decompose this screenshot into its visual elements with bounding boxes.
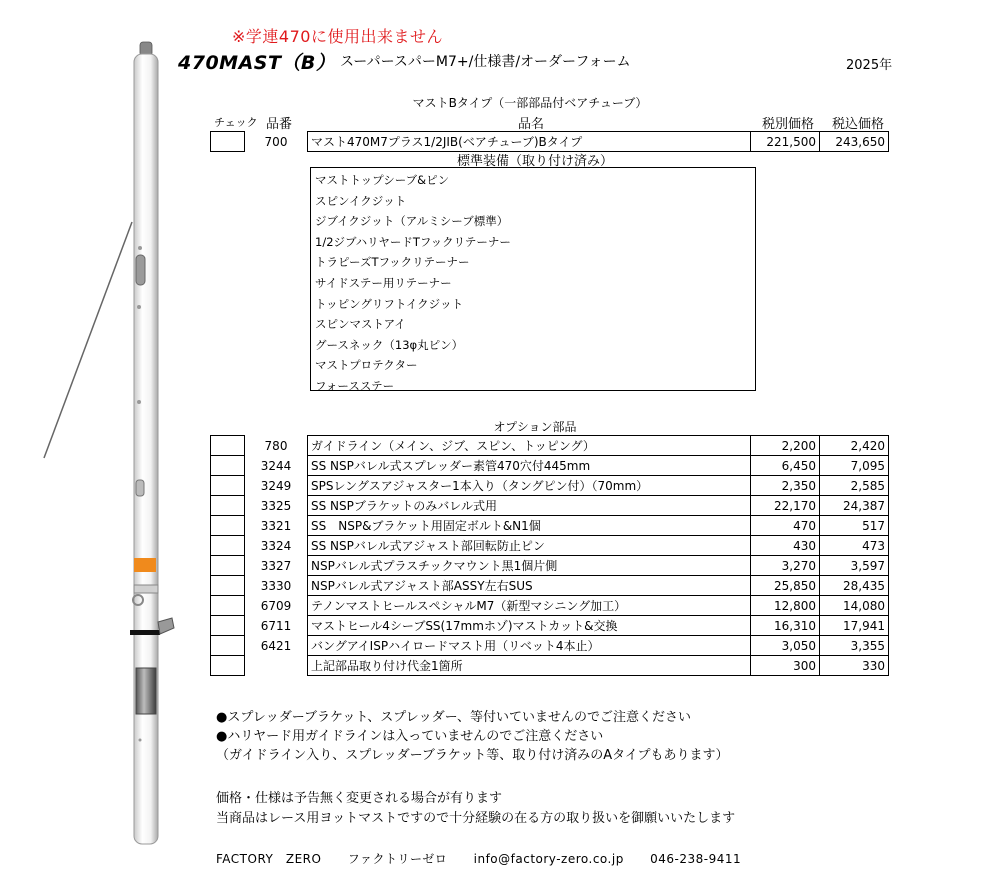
product-title: 470MAST（B） (178, 52, 336, 74)
gooseneck-fitting (158, 618, 174, 634)
check-box[interactable] (211, 436, 245, 456)
check-box[interactable] (211, 616, 245, 636)
item-name: NSPバレル式アジャスト部ASSY左右SUS (308, 576, 751, 596)
item-name: テノンマストヒールスペシャルM7（新型マシニング加工） (308, 596, 751, 616)
mast-brand-label (134, 558, 156, 572)
table-row (211, 556, 889, 576)
jib-exit-fitting (136, 255, 145, 285)
standard-section-title: 標準装備（取り付け済み） (456, 154, 613, 169)
footer-contact (216, 850, 763, 867)
item-price-ex: 300 (751, 656, 820, 676)
item-price-ex: 3,050 (751, 636, 820, 656)
item-price-in: 2,585 (820, 476, 889, 496)
item-price-ex: 430 (751, 536, 820, 556)
list-item: サイドステー用リテーナー (315, 275, 452, 290)
table-row (211, 536, 889, 556)
table-row (211, 132, 889, 152)
forestay-wire (44, 222, 132, 458)
check-box[interactable] (211, 636, 245, 656)
item-price-in: 17,941 (820, 616, 889, 636)
item-price-in: 3,597 (820, 556, 889, 576)
item-name: ガイドライン（メイン、ジブ、スピン、トッピング） (308, 436, 751, 456)
item-price-in: 517 (820, 516, 889, 536)
spreader-bracket (134, 585, 158, 593)
item-price-in: 14,080 (820, 596, 889, 616)
item-name: マスト470M7プラス1/2JIB(ベアチューブ)Bタイプ (308, 132, 751, 152)
table-row (211, 656, 889, 676)
options-section-title: オプション部品 (493, 420, 577, 434)
item-code: 3244 (260, 458, 292, 473)
item-price-ex: 22,170 (751, 496, 820, 516)
item-code: 6709 (260, 598, 292, 613)
list-item: 1/2ジブハリヤードTフックリテーナー (315, 234, 511, 249)
year-label: 2025年 (846, 58, 893, 73)
fitting-dot (137, 400, 141, 404)
item-code: 780 (264, 438, 288, 453)
options-table (210, 435, 889, 676)
check-box[interactable] (211, 516, 245, 536)
item-name: 上記部品取り付け代金1箇所 (308, 656, 751, 676)
table-row (211, 616, 889, 636)
item-price-in: 24,387 (820, 496, 889, 516)
item-name: SPSレングスアジャスター1本入り（タングピン付）（70mm） (308, 476, 751, 496)
header-code: 品番 (266, 117, 293, 132)
item-price-in: 7,095 (820, 456, 889, 476)
item-price-in: 243,650 (820, 132, 889, 152)
header-price-in: 税込価格 (832, 117, 885, 132)
item-price-ex: 25,850 (751, 576, 820, 596)
item-name: SS NSPブラケットのみバレル式用 (308, 496, 751, 516)
item-code: 700 (264, 134, 288, 149)
table-row (211, 576, 889, 596)
table-row (211, 476, 889, 496)
standard-equipment-list (310, 167, 756, 391)
note-line: （ガイドライン入り、スプレッダーブラケット等、取り付け済みのAタイプもあります） (216, 748, 729, 763)
check-box[interactable] (211, 656, 245, 676)
gooseneck-band (130, 630, 160, 635)
mast-heel-metal (136, 668, 156, 714)
check-box[interactable] (211, 496, 245, 516)
item-code: 6711 (260, 618, 292, 633)
phone-number: 046-238-9411 (650, 852, 742, 866)
disclaimer-line: 価格・仕様は予告無く変更される場合が有ります (216, 791, 503, 806)
check-box[interactable] (211, 576, 245, 596)
item-price-ex: 12,800 (751, 596, 820, 616)
item-code: 3325 (260, 498, 292, 513)
item-name: バングアイISPハイロードマスト用（リベット4本止） (308, 636, 751, 656)
company-name-kana: ファクトリーゼロ (347, 852, 448, 866)
item-price-ex: 2,350 (751, 476, 820, 496)
item-name: マストヒール4シーブSS(17mmホゾ)マストカット&交換 (308, 616, 751, 636)
item-price-in: 28,435 (820, 576, 889, 596)
item-price-in: 473 (820, 536, 889, 556)
item-code: 3327 (260, 558, 292, 573)
item-price-ex: 221,500 (751, 132, 820, 152)
warning-text: ※学連470に使用出来ません (232, 27, 443, 46)
list-item: トラピーズTフックリテーナー (315, 255, 470, 270)
mast-tube (134, 54, 158, 844)
item-name: SS NSP&ブラケット用固定ボルト&N1個 (308, 516, 751, 536)
header-price-ex: 税別価格 (762, 117, 815, 132)
check-box[interactable] (211, 456, 245, 476)
item-price-ex: 3,270 (751, 556, 820, 576)
fitting-dot (139, 739, 142, 742)
table-row (211, 516, 889, 536)
list-item: スピンマストアイ (315, 317, 406, 332)
fitting-dot (138, 246, 142, 250)
note-line: ●ハリヤード用ガイドラインは入っていませんのでご注意ください (216, 729, 604, 744)
list-item: フォースステー (315, 378, 395, 393)
list-item: ジブイクジット（アルミシーブ標準） (315, 214, 509, 229)
item-code: 3321 (260, 518, 292, 533)
table-row (211, 596, 889, 616)
item-price-ex: 2,200 (751, 436, 820, 456)
list-item: マストトップシーブ&ピン (315, 173, 450, 187)
item-code: 3249 (260, 478, 292, 493)
company-name: FACTORY ZERO (216, 852, 322, 866)
header-name: 品名 (518, 117, 545, 132)
item-price-ex: 6,450 (751, 456, 820, 476)
email-link[interactable]: info@factory-zero.co.jp (473, 852, 624, 866)
fitting-dot (137, 305, 141, 309)
check-box[interactable] (211, 556, 245, 576)
check-box[interactable] (211, 132, 245, 152)
check-box[interactable] (211, 476, 245, 496)
table-row (211, 496, 889, 516)
item-code: 3330 (260, 578, 292, 593)
product-subtitle: スーパースパーM7+/仕様書/オーダーフォーム (340, 54, 631, 70)
check-box[interactable] (211, 596, 245, 616)
header-check: チェック (214, 116, 258, 129)
mast-illustration (40, 40, 180, 880)
item-price-ex: 16,310 (751, 616, 820, 636)
table-row (211, 636, 889, 656)
item-name: SS NSPバレル式アジャスト部回転防止ピン (308, 536, 751, 556)
item-price-in: 2,420 (820, 436, 889, 456)
item-price-ex: 470 (751, 516, 820, 536)
table-row (211, 436, 889, 456)
item-price-in: 330 (820, 656, 889, 676)
item-price-in: 3,355 (820, 636, 889, 656)
table-row (211, 456, 889, 476)
main-section-title: マストBタイプ（一部部品付ベアチューブ） (412, 96, 648, 110)
list-item: スピンイクジット (315, 193, 407, 208)
note-line: ●スプレッダーブラケット、スプレッダー、等付いていませんのでご注意ください (216, 710, 692, 725)
item-name: SS NSPバレル式スプレッダー素管470穴付445mm (308, 456, 751, 476)
item-code: 3324 (260, 538, 292, 553)
check-box[interactable] (211, 536, 245, 556)
list-item: トッピングリフトイクジット (315, 296, 464, 311)
item-name: NSPバレル式プラスチックマウント黒1個片側 (308, 556, 751, 576)
list-item: グースネック（13φ丸ピン） (315, 337, 464, 352)
list-item: マストプロテクター (315, 358, 418, 373)
item-code (245, 656, 308, 676)
item-code: 6421 (260, 638, 292, 653)
spin-exit-fitting (136, 480, 144, 496)
disclaimer-line: 当商品はレース用ヨットマストですので十分経験の在る方の取り扱いを御願いいたします (216, 811, 736, 826)
main-item-table (210, 131, 889, 152)
